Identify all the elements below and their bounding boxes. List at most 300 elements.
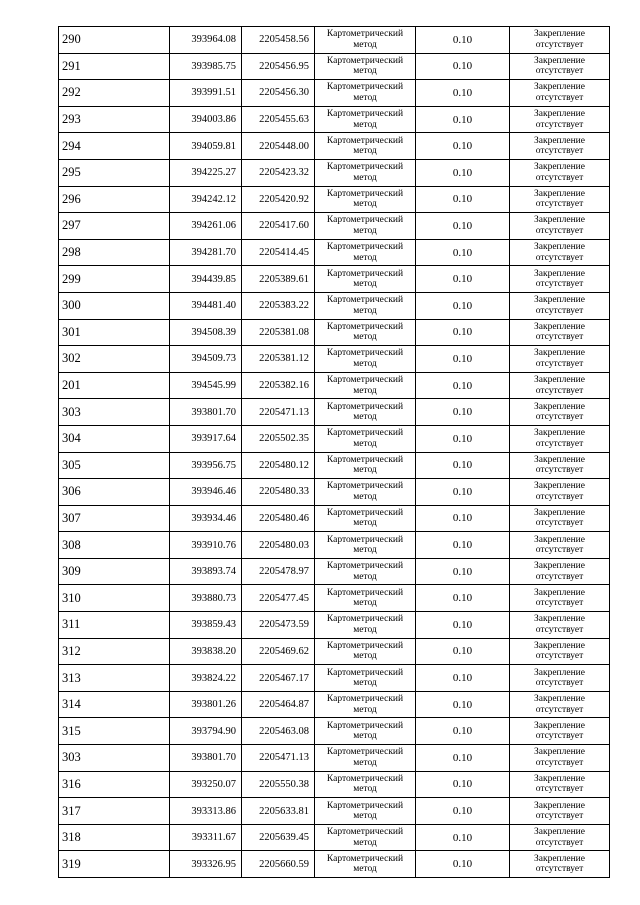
fixing-text-line: Закрепление xyxy=(534,348,585,359)
method-text-line: метод xyxy=(353,571,377,582)
fixing-cell xyxy=(510,798,610,825)
error-cell: 0.10 xyxy=(416,319,510,346)
method-text-line: Картометрический xyxy=(326,561,404,572)
y-coordinate-cell: 2205480.33 xyxy=(242,479,315,506)
fixing-text-line: отсутствует xyxy=(535,624,584,635)
error-cell: 0.10 xyxy=(416,505,510,532)
method-text-line: Картометрический xyxy=(326,853,404,864)
point-number-cell: 317 xyxy=(59,798,170,825)
fixing-text-line: Закрепление xyxy=(534,29,585,40)
x-coordinate-cell: 393946.46 xyxy=(170,479,242,506)
table-row xyxy=(59,425,610,452)
method-text-line: Картометрический xyxy=(326,747,404,758)
method-cell xyxy=(315,239,416,266)
method-text-line: Картометрический xyxy=(326,295,404,306)
table-row xyxy=(59,851,610,878)
table-row xyxy=(59,53,610,80)
fixing-text-line: Закрепление xyxy=(534,321,585,332)
method-cell xyxy=(315,532,416,559)
fixing-text-line: отсутствует xyxy=(535,811,584,822)
y-coordinate-cell: 2205448.00 xyxy=(242,133,315,160)
fixing-text-line: отсутствует xyxy=(535,465,584,476)
fixing-text-line: отсутствует xyxy=(535,598,584,609)
table-row xyxy=(59,372,610,399)
y-coordinate-cell: 2205389.61 xyxy=(242,266,315,293)
fixing-cell xyxy=(510,292,610,319)
fixing-cell xyxy=(510,851,610,878)
x-coordinate-cell: 394003.86 xyxy=(170,106,242,133)
fixing-cell xyxy=(510,372,610,399)
table-row xyxy=(59,665,610,692)
method-text-line: метод xyxy=(353,119,377,130)
y-coordinate-cell: 2205420.92 xyxy=(242,186,315,213)
method-text-line: Картометрический xyxy=(326,135,404,146)
fixing-cell xyxy=(510,824,610,851)
fixing-text-line: отсутствует xyxy=(535,199,584,210)
x-coordinate-cell: 393917.64 xyxy=(170,425,242,452)
method-text-line: Картометрический xyxy=(326,321,404,332)
method-cell xyxy=(315,665,416,692)
y-coordinate-cell: 2205473.59 xyxy=(242,612,315,639)
method-cell xyxy=(315,133,416,160)
fixing-text-line: Закрепление xyxy=(534,242,585,253)
fixing-cell xyxy=(510,186,610,213)
point-number-cell: 318 xyxy=(59,824,170,851)
method-cell xyxy=(315,319,416,346)
fixing-text-line: Закрепление xyxy=(534,401,585,412)
point-number-cell: 312 xyxy=(59,638,170,665)
method-text-line: Картометрический xyxy=(326,667,404,678)
method-cell xyxy=(315,585,416,612)
x-coordinate-cell: 393311.67 xyxy=(170,824,242,851)
method-text-line: Картометрический xyxy=(326,188,404,199)
method-cell xyxy=(315,186,416,213)
error-cell: 0.10 xyxy=(416,266,510,293)
fixing-text-line: отсутствует xyxy=(535,571,584,582)
method-text-line: Картометрический xyxy=(326,428,404,439)
method-cell xyxy=(315,106,416,133)
table-row xyxy=(59,213,610,240)
method-text-line: метод xyxy=(353,412,377,423)
fixing-text-line: Закрепление xyxy=(534,109,585,120)
x-coordinate-cell: 393801.70 xyxy=(170,399,242,426)
y-coordinate-cell: 2205660.59 xyxy=(242,851,315,878)
point-number-cell: 298 xyxy=(59,239,170,266)
point-number-cell: 294 xyxy=(59,133,170,160)
fixing-text-line: отсутствует xyxy=(535,172,584,183)
method-text-line: метод xyxy=(353,172,377,183)
fixing-text-line: Закрепление xyxy=(534,162,585,173)
y-coordinate-cell: 2205480.03 xyxy=(242,532,315,559)
fixing-text-line: Закрепление xyxy=(534,747,585,758)
method-cell xyxy=(315,346,416,373)
table-row xyxy=(59,106,610,133)
y-coordinate-cell: 2205423.32 xyxy=(242,159,315,186)
y-coordinate-cell: 2205414.45 xyxy=(242,239,315,266)
x-coordinate-cell: 394281.70 xyxy=(170,239,242,266)
fixing-cell xyxy=(510,585,610,612)
coordinates-table xyxy=(58,26,610,878)
y-coordinate-cell: 2205456.30 xyxy=(242,80,315,107)
point-number-cell: 306 xyxy=(59,479,170,506)
fixing-text-line: Закрепление xyxy=(534,561,585,572)
y-coordinate-cell: 2205550.38 xyxy=(242,771,315,798)
method-text-line: метод xyxy=(353,598,377,609)
fixing-text-line: отсутствует xyxy=(535,305,584,316)
table-row xyxy=(59,558,610,585)
fixing-text-line: отсутствует xyxy=(535,332,584,343)
y-coordinate-cell: 2205455.63 xyxy=(242,106,315,133)
method-text-line: метод xyxy=(353,385,377,396)
table-row xyxy=(59,798,610,825)
fixing-text-line: отсутствует xyxy=(535,66,584,77)
method-cell xyxy=(315,505,416,532)
fixing-cell xyxy=(510,213,610,240)
x-coordinate-cell: 393910.76 xyxy=(170,532,242,559)
fixing-cell xyxy=(510,133,610,160)
method-text-line: Картометрический xyxy=(326,800,404,811)
method-text-line: метод xyxy=(353,199,377,210)
x-coordinate-cell: 393313.86 xyxy=(170,798,242,825)
method-text-line: Картометрический xyxy=(326,109,404,120)
method-text-line: метод xyxy=(353,678,377,689)
method-cell xyxy=(315,372,416,399)
fixing-text-line: Закрепление xyxy=(534,428,585,439)
method-text-line: метод xyxy=(353,757,377,768)
table-row xyxy=(59,691,610,718)
error-cell: 0.10 xyxy=(416,213,510,240)
y-coordinate-cell: 2205381.12 xyxy=(242,346,315,373)
point-number-cell: 308 xyxy=(59,532,170,559)
method-text-line: метод xyxy=(353,864,377,875)
error-cell: 0.10 xyxy=(416,798,510,825)
point-number-cell: 201 xyxy=(59,372,170,399)
y-coordinate-cell: 2205633.81 xyxy=(242,798,315,825)
error-cell: 0.10 xyxy=(416,452,510,479)
fixing-text-line: отсутствует xyxy=(535,252,584,263)
fixing-cell xyxy=(510,452,610,479)
method-text-line: метод xyxy=(353,305,377,316)
x-coordinate-cell: 393859.43 xyxy=(170,612,242,639)
point-number-cell: 299 xyxy=(59,266,170,293)
point-number-cell: 303 xyxy=(59,399,170,426)
method-text-line: Картометрический xyxy=(326,534,404,545)
method-cell xyxy=(315,612,416,639)
x-coordinate-cell: 394508.39 xyxy=(170,319,242,346)
fixing-text-line: отсутствует xyxy=(535,864,584,875)
x-coordinate-cell: 393893.74 xyxy=(170,558,242,585)
method-text-line: Картометрический xyxy=(326,481,404,492)
method-text-line: метод xyxy=(353,784,377,795)
error-cell: 0.10 xyxy=(416,346,510,373)
table-row xyxy=(59,612,610,639)
fixing-text-line: Закрепление xyxy=(534,295,585,306)
error-cell: 0.10 xyxy=(416,771,510,798)
method-text-line: метод xyxy=(353,491,377,502)
x-coordinate-cell: 394439.85 xyxy=(170,266,242,293)
error-cell: 0.10 xyxy=(416,479,510,506)
error-cell: 0.10 xyxy=(416,106,510,133)
fixing-text-line: отсутствует xyxy=(535,491,584,502)
method-text-line: Картометрический xyxy=(326,614,404,625)
method-cell xyxy=(315,824,416,851)
method-text-line: Картометрический xyxy=(326,215,404,226)
point-number-cell: 290 xyxy=(59,27,170,54)
y-coordinate-cell: 2205639.45 xyxy=(242,824,315,851)
fixing-text-line: отсутствует xyxy=(535,225,584,236)
point-number-cell: 303 xyxy=(59,745,170,772)
x-coordinate-cell: 393801.26 xyxy=(170,691,242,718)
table-row xyxy=(59,133,610,160)
error-cell: 0.10 xyxy=(416,27,510,54)
fixing-text-line: отсутствует xyxy=(535,704,584,715)
method-text-line: метод xyxy=(353,39,377,50)
point-number-cell: 301 xyxy=(59,319,170,346)
error-cell: 0.10 xyxy=(416,425,510,452)
point-number-cell: 304 xyxy=(59,425,170,452)
method-text-line: метод xyxy=(353,704,377,715)
fixing-cell xyxy=(510,718,610,745)
method-text-line: Картометрический xyxy=(326,242,404,253)
error-cell: 0.10 xyxy=(416,612,510,639)
point-number-cell: 319 xyxy=(59,851,170,878)
fixing-text-line: Закрепление xyxy=(534,268,585,279)
fixing-text-line: Закрепление xyxy=(534,827,585,838)
point-number-cell: 307 xyxy=(59,505,170,532)
method-text-line: метод xyxy=(353,332,377,343)
fixing-cell xyxy=(510,239,610,266)
y-coordinate-cell: 2205381.08 xyxy=(242,319,315,346)
fixing-cell xyxy=(510,80,610,107)
method-cell xyxy=(315,159,416,186)
fixing-cell xyxy=(510,532,610,559)
table-row xyxy=(59,27,610,54)
method-text-line: метод xyxy=(353,731,377,742)
fixing-text-line: Закрепление xyxy=(534,507,585,518)
method-text-line: Картометрический xyxy=(326,162,404,173)
method-text-line: метод xyxy=(353,279,377,290)
y-coordinate-cell: 2205478.97 xyxy=(242,558,315,585)
fixing-cell xyxy=(510,665,610,692)
y-coordinate-cell: 2205502.35 xyxy=(242,425,315,452)
x-coordinate-cell: 393824.22 xyxy=(170,665,242,692)
fixing-text-line: отсутствует xyxy=(535,146,584,157)
fixing-cell xyxy=(510,266,610,293)
fixing-text-line: отсутствует xyxy=(535,731,584,742)
table-row xyxy=(59,585,610,612)
fixing-text-line: Закрепление xyxy=(534,853,585,864)
method-cell xyxy=(315,399,416,426)
y-coordinate-cell: 2205464.87 xyxy=(242,691,315,718)
fixing-cell xyxy=(510,159,610,186)
error-cell: 0.10 xyxy=(416,532,510,559)
method-text-line: Картометрический xyxy=(326,268,404,279)
method-cell xyxy=(315,80,416,107)
error-cell: 0.10 xyxy=(416,665,510,692)
fixing-cell xyxy=(510,558,610,585)
error-cell: 0.10 xyxy=(416,80,510,107)
y-coordinate-cell: 2205467.17 xyxy=(242,665,315,692)
method-text-line: Картометрический xyxy=(326,401,404,412)
method-text-line: Картометрический xyxy=(326,720,404,731)
x-coordinate-cell: 393985.75 xyxy=(170,53,242,80)
method-cell xyxy=(315,479,416,506)
y-coordinate-cell: 2205480.12 xyxy=(242,452,315,479)
table-row xyxy=(59,346,610,373)
method-cell xyxy=(315,27,416,54)
fixing-text-line: Закрепление xyxy=(534,55,585,66)
fixing-text-line: отсутствует xyxy=(535,119,584,130)
fixing-cell xyxy=(510,505,610,532)
method-text-line: метод xyxy=(353,651,377,662)
y-coordinate-cell: 2205456.95 xyxy=(242,53,315,80)
method-text-line: метод xyxy=(353,252,377,263)
table-row xyxy=(59,532,610,559)
fixing-text-line: отсутствует xyxy=(535,412,584,423)
x-coordinate-cell: 393934.46 xyxy=(170,505,242,532)
fixing-text-line: Закрепление xyxy=(534,667,585,678)
y-coordinate-cell: 2205382.16 xyxy=(242,372,315,399)
method-text-line: Картометрический xyxy=(326,375,404,386)
point-number-cell: 309 xyxy=(59,558,170,585)
method-text-line: Картометрический xyxy=(326,587,404,598)
y-coordinate-cell: 2205471.13 xyxy=(242,745,315,772)
fixing-cell xyxy=(510,691,610,718)
point-number-cell: 292 xyxy=(59,80,170,107)
fixing-cell xyxy=(510,745,610,772)
fixing-cell xyxy=(510,638,610,665)
fixing-text-line: отсутствует xyxy=(535,279,584,290)
fixing-text-line: отсутствует xyxy=(535,438,584,449)
x-coordinate-cell: 393991.51 xyxy=(170,80,242,107)
point-number-cell: 295 xyxy=(59,159,170,186)
method-cell xyxy=(315,266,416,293)
method-text-line: метод xyxy=(353,358,377,369)
y-coordinate-cell: 2205480.46 xyxy=(242,505,315,532)
table-row xyxy=(59,239,610,266)
method-text-line: Картометрический xyxy=(326,55,404,66)
error-cell: 0.10 xyxy=(416,691,510,718)
method-cell xyxy=(315,558,416,585)
x-coordinate-cell: 394261.06 xyxy=(170,213,242,240)
coordinates-table-body xyxy=(59,27,610,878)
error-cell: 0.10 xyxy=(416,558,510,585)
table-row xyxy=(59,638,610,665)
method-text-line: Картометрический xyxy=(326,454,404,465)
table-row xyxy=(59,718,610,745)
method-text-line: Картометрический xyxy=(326,827,404,838)
fixing-text-line: отсутствует xyxy=(535,545,584,556)
fixing-text-line: отсутствует xyxy=(535,358,584,369)
point-number-cell: 311 xyxy=(59,612,170,639)
point-number-cell: 302 xyxy=(59,346,170,373)
point-number-cell: 310 xyxy=(59,585,170,612)
method-text-line: метод xyxy=(353,518,377,529)
method-cell xyxy=(315,745,416,772)
x-coordinate-cell: 393964.08 xyxy=(170,27,242,54)
point-number-cell: 293 xyxy=(59,106,170,133)
method-text-line: Картометрический xyxy=(326,640,404,651)
point-number-cell: 305 xyxy=(59,452,170,479)
method-text-line: метод xyxy=(353,837,377,848)
table-row xyxy=(59,771,610,798)
fixing-text-line: Закрепление xyxy=(534,481,585,492)
error-cell: 0.10 xyxy=(416,133,510,160)
x-coordinate-cell: 394545.99 xyxy=(170,372,242,399)
point-number-cell: 297 xyxy=(59,213,170,240)
fixing-text-line: Закрепление xyxy=(534,587,585,598)
table-row xyxy=(59,479,610,506)
method-text-line: Картометрический xyxy=(326,507,404,518)
fixing-text-line: отсутствует xyxy=(535,651,584,662)
fixing-text-line: Закрепление xyxy=(534,82,585,93)
x-coordinate-cell: 394509.73 xyxy=(170,346,242,373)
table-row xyxy=(59,452,610,479)
x-coordinate-cell: 393838.20 xyxy=(170,638,242,665)
method-text-line: метод xyxy=(353,811,377,822)
point-number-cell: 291 xyxy=(59,53,170,80)
method-cell xyxy=(315,292,416,319)
x-coordinate-cell: 394225.27 xyxy=(170,159,242,186)
method-text-line: Картометрический xyxy=(326,82,404,93)
y-coordinate-cell: 2205458.56 xyxy=(242,27,315,54)
table-row xyxy=(59,80,610,107)
fixing-text-line: Закрепление xyxy=(534,454,585,465)
x-coordinate-cell: 393794.90 xyxy=(170,718,242,745)
point-number-cell: 315 xyxy=(59,718,170,745)
fixing-cell xyxy=(510,106,610,133)
fixing-cell xyxy=(510,27,610,54)
fixing-text-line: Закрепление xyxy=(534,694,585,705)
method-text-line: метод xyxy=(353,66,377,77)
point-number-cell: 300 xyxy=(59,292,170,319)
method-text-line: метод xyxy=(353,225,377,236)
error-cell: 0.10 xyxy=(416,638,510,665)
fixing-text-line: отсутствует xyxy=(535,678,584,689)
y-coordinate-cell: 2205383.22 xyxy=(242,292,315,319)
fixing-text-line: отсутствует xyxy=(535,385,584,396)
method-text-line: метод xyxy=(353,92,377,103)
point-number-cell: 314 xyxy=(59,691,170,718)
fixing-text-line: Закрепление xyxy=(534,135,585,146)
method-text-line: метод xyxy=(353,545,377,556)
error-cell: 0.10 xyxy=(416,372,510,399)
fixing-cell xyxy=(510,612,610,639)
method-cell xyxy=(315,851,416,878)
method-cell xyxy=(315,53,416,80)
fixing-text-line: отсутствует xyxy=(535,518,584,529)
table-row xyxy=(59,186,610,213)
table-row xyxy=(59,159,610,186)
point-number-cell: 296 xyxy=(59,186,170,213)
error-cell: 0.10 xyxy=(416,53,510,80)
fixing-cell xyxy=(510,319,610,346)
table-row xyxy=(59,505,610,532)
error-cell: 0.10 xyxy=(416,745,510,772)
table-row xyxy=(59,824,610,851)
error-cell: 0.10 xyxy=(416,824,510,851)
table-row xyxy=(59,292,610,319)
x-coordinate-cell: 393956.75 xyxy=(170,452,242,479)
fixing-text-line: Закрепление xyxy=(534,640,585,651)
error-cell: 0.10 xyxy=(416,851,510,878)
method-text-line: Картометрический xyxy=(326,773,404,784)
fixing-text-line: отсутствует xyxy=(535,39,584,50)
fixing-text-line: Закрепление xyxy=(534,215,585,226)
y-coordinate-cell: 2205477.45 xyxy=(242,585,315,612)
fixing-cell xyxy=(510,479,610,506)
x-coordinate-cell: 394242.12 xyxy=(170,186,242,213)
